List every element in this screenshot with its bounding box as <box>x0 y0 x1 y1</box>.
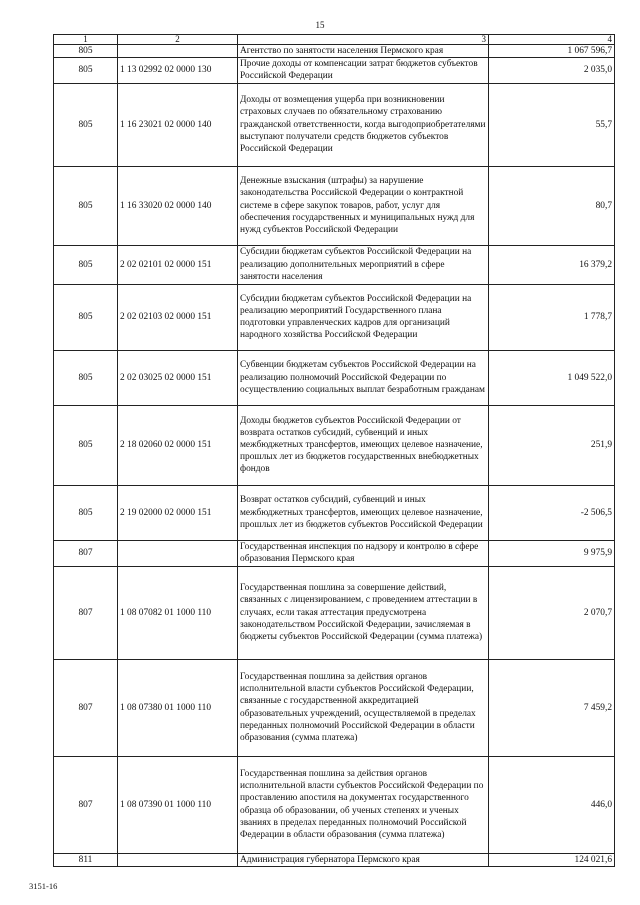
admin-code-cell: 807 <box>54 756 118 853</box>
column-header-3: 3 <box>238 35 489 45</box>
budget-code-cell: 1 08 07082 01 1000 110 <box>118 566 238 659</box>
table-row <box>54 540 615 566</box>
budget-code-cell: 1 13 02992 02 0000 130 <box>118 58 238 83</box>
table-row <box>54 405 615 485</box>
admin-code-cell: 805 <box>54 284 118 350</box>
description-cell: Доходы бюджетов субъектов Российской Федерации от возврата остатков субсидий, субвенций и иных межбюджетных трансфертов, имеющих целевое назначение, прошлых лет из бюджетов государственных внебюджетных фондов <box>238 405 489 485</box>
budget-revenue-table <box>53 34 615 867</box>
description-cell: Государственная пошлина за действия органов исполнительной власти субъектов Российской Федерации по проставлению апостиля на документах государственного образца об образовании, об ученых степенях и ученых званиях в пределах переданных полномочий Российской Федерации в области образования (сумма платежа) <box>238 756 489 853</box>
amount-cell: 1 067 596,7 <box>489 45 615 58</box>
admin-code-cell: 805 <box>54 350 118 405</box>
description-cell: Агентство по занятости населения Пермского края <box>238 45 489 58</box>
table-row <box>54 350 615 405</box>
table-row <box>54 83 615 166</box>
amount-cell: 80,7 <box>489 166 615 245</box>
description-cell: Доходы от возмещения ущерба при возникновении страховых случаев по обязательному страхованию гражданской ответственности, когда выгодоприобретателями выступают получатели средств бюджетов субъектов Российской Федерации <box>238 83 489 166</box>
table-row <box>54 566 615 659</box>
admin-code-cell: 805 <box>54 83 118 166</box>
admin-code-cell: 805 <box>54 58 118 83</box>
budget-code-cell <box>118 853 238 866</box>
table-row <box>54 58 615 83</box>
description-cell: Администрация губернатора Пермского края <box>238 853 489 866</box>
table-row <box>54 485 615 540</box>
description-cell: Государственная инспекция по надзору и контролю в сфере образования Пермского края <box>238 540 489 566</box>
admin-code-cell: 811 <box>54 853 118 866</box>
admin-code-cell: 805 <box>54 245 118 284</box>
page-number: 15 <box>315 20 325 30</box>
description-cell: Субсидии бюджетам субъектов Российской Федерации на реализацию дополнительных мероприятий в сфере занятости населения <box>238 245 489 284</box>
admin-code-cell: 807 <box>54 566 118 659</box>
amount-cell: 1 778,7 <box>489 284 615 350</box>
table-row <box>54 245 615 284</box>
admin-code-cell: 807 <box>54 659 118 756</box>
amount-cell: 124 021,6 <box>489 853 615 866</box>
description-cell: Субсидии бюджетам субъектов Российской Федерации на реализацию мероприятий Государственного плана подготовки управленческих кадров для организаций народного хозяйства Российской Федерации <box>238 284 489 350</box>
table-row <box>54 756 615 853</box>
amount-cell: 446,0 <box>489 756 615 853</box>
description-cell: Государственная пошлина за совершение действий, связанных с лицензированием, с проведением аттестации в случаях, если такая аттестация предусмотрена законодательством Российской Федерации, зачисляемая в бюджеты субъектов Российской Федерации (сумма платежа) <box>238 566 489 659</box>
budget-code-cell: 2 19 02000 02 0000 151 <box>118 485 238 540</box>
amount-cell: 9 975,9 <box>489 540 615 566</box>
amount-cell: 55,7 <box>489 83 615 166</box>
budget-code-cell: 2 18 02060 02 0000 151 <box>118 405 238 485</box>
table-row <box>54 284 615 350</box>
description-cell: Возврат остатков субсидий, субвенций и иных межбюджетных трансфертов, имеющих целевое назначение, прошлых лет из бюджетов субъектов Российской Федерации <box>238 485 489 540</box>
description-cell: Прочие доходы от компенсации затрат бюджетов субъектов Российской Федерации <box>238 58 489 83</box>
admin-code-cell: 807 <box>54 540 118 566</box>
budget-code-cell: 2 02 03025 02 0000 151 <box>118 350 238 405</box>
budget-code-cell <box>118 540 238 566</box>
table-row <box>54 45 615 58</box>
description-cell: Субвенции бюджетам субъектов Российской Федерации на реализацию полномочий Российской Федерации по осуществлению социальных выплат безработным гражданам <box>238 350 489 405</box>
amount-cell: 16 379,2 <box>489 245 615 284</box>
amount-cell: 1 049 522,0 <box>489 350 615 405</box>
amount-cell: 2 035,0 <box>489 58 615 83</box>
table-row <box>54 659 615 756</box>
column-header-4: 4 <box>489 35 615 45</box>
budget-code-cell: 2 02 02103 02 0000 151 <box>118 284 238 350</box>
column-header-1: 1 <box>54 35 118 45</box>
budget-code-cell: 1 08 07390 01 1000 110 <box>118 756 238 853</box>
table-row <box>54 166 615 245</box>
budget-code-cell: 1 16 23021 02 0000 140 <box>118 83 238 166</box>
admin-code-cell: 805 <box>54 45 118 58</box>
amount-cell: 2 070,7 <box>489 566 615 659</box>
table-row <box>54 853 615 866</box>
admin-code-cell: 805 <box>54 485 118 540</box>
admin-code-cell: 805 <box>54 405 118 485</box>
amount-cell: 7 459,2 <box>489 659 615 756</box>
column-header-2: 2 <box>118 35 238 45</box>
budget-code-cell: 2 02 02101 02 0000 151 <box>118 245 238 284</box>
amount-cell: -2 506,5 <box>489 485 615 540</box>
budget-code-cell: 1 08 07380 01 1000 110 <box>118 659 238 756</box>
description-cell: Государственная пошлина за действия органов исполнительной власти субъектов Российской Федерации, связанные с государственной аккредитацией образовательных учреждений, осуществляемой в пределах переданных полномочий Российской Федерации в области образования (сумма платежа) <box>238 659 489 756</box>
description-cell: Денежные взыскания (штрафы) за нарушение законодательства Российской Федерации о контрактной системе в сфере закупок товаров, работ, услуг для обеспечения государственных и муниципальных нужд для нужд субъектов Российской Федерации <box>238 166 489 245</box>
table-header-row <box>54 35 615 45</box>
budget-code-cell <box>118 45 238 58</box>
document-code: 3151-16 <box>29 881 58 891</box>
amount-cell: 251,9 <box>489 405 615 485</box>
admin-code-cell: 805 <box>54 166 118 245</box>
budget-code-cell: 1 16 33020 02 0000 140 <box>118 166 238 245</box>
